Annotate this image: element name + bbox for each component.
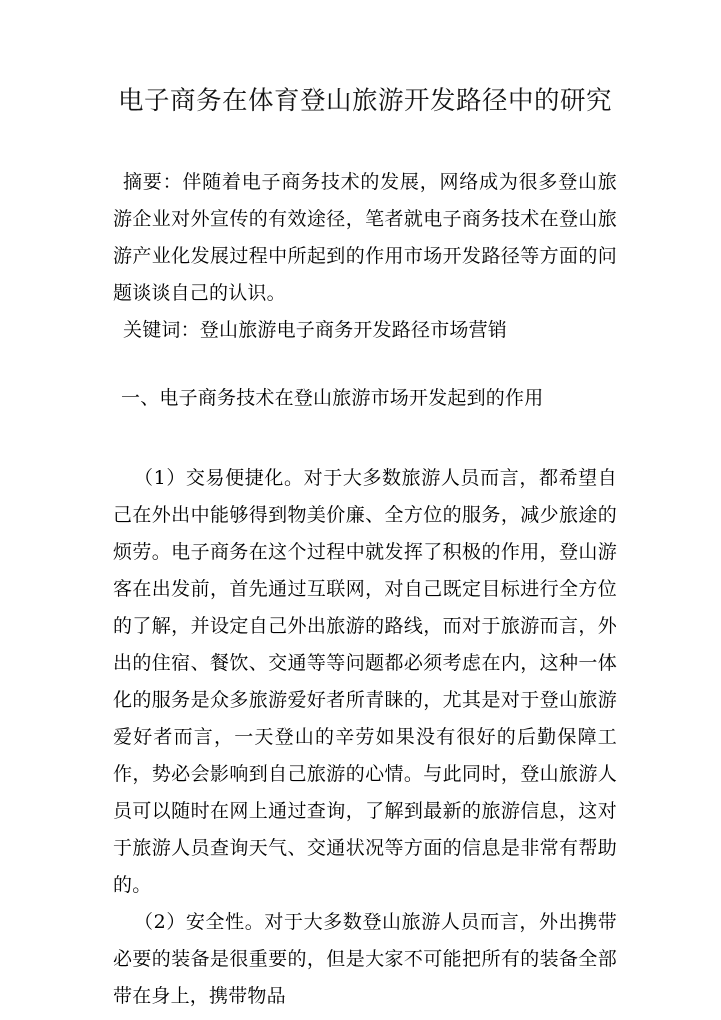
- keywords-line: 关键词：登山旅游电子商务开发路径市场营销: [123, 319, 508, 341]
- page-title: 电子商务在体育登山旅游开发路径中的研究: [117, 86, 612, 116]
- body-paragraph-2: （2）安全性。对于大多数登山旅游人员而言，外出携带必要的装备是很重要的，但是大家不可能把所有的装备全部带在身上，携带物品: [113, 911, 617, 1007]
- section-heading-1: 一、电子商务技术在登山旅游市场开发起到的作用: [121, 387, 544, 409]
- document-content: [113, 0, 617, 1015]
- abstract-paragraph: 摘要：伴随着电子商务技术的发展，网络成为很多登山旅游企业对外宣传的有效途径，笔者就电子商务技术在登山旅游产业化发展过程中所起到的作用市场开发路径等方面的问题谈谈自己的认识。: [113, 171, 617, 304]
- body-paragraph-1: （1）交易便捷化。对于大多数旅游人员而言，都希望自己在外出中能够得到物美价廉、全方位的服务，减少旅途的烦劳。电子商务在这个过程中就发挥了积极的作用，登山游客在出发前，首先通过互联网，对自己既定目标进行全方位的了解，并设定自己外出旅游的路线，而对于旅游而言，外出的住宿、餐饮、交通等等问题都必须考虑在内，这种一体化的服务是众多旅游爱好者所青睐的，尤其是对于登山旅游爱好者而言，一天登山的辛劳如果没有很好的后勤保障工作，势必会影响到自己旅游的心情。与此同时，登山旅游人员可以随时在网上通过查询，了解到最新的旅游信息，这对于旅游人员查询天气、交通状况等方面的信息是非常有帮助的。: [113, 467, 617, 896]
